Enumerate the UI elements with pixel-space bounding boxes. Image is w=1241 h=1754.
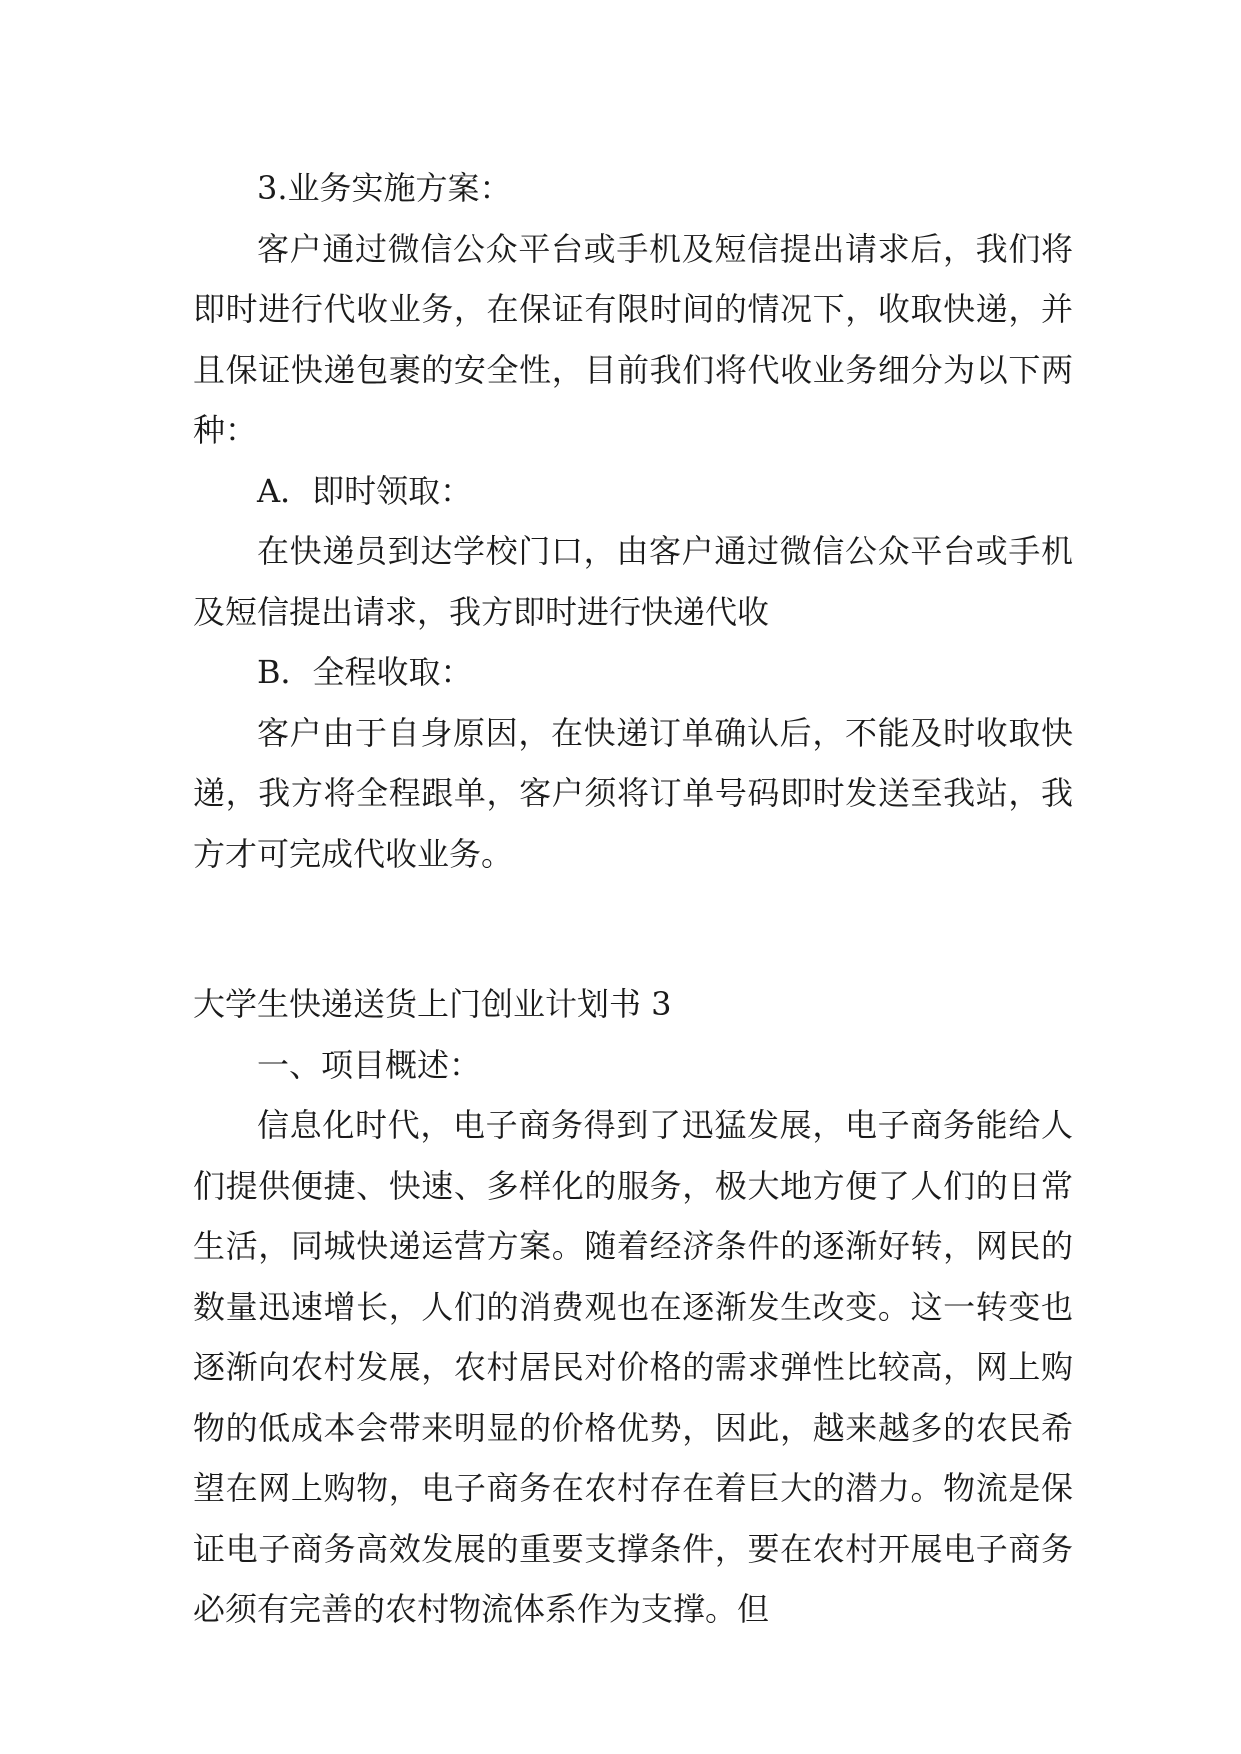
option-b-title: B．全程收取： — [257, 653, 473, 691]
paragraph-option-b: 客户由于自身原因，在快递订单确认后，不能及时收取快递，我方将全程跟单，客户须将订单号码即时发送至我站，我方才可完成代收业务。 — [193, 713, 1073, 873]
document-body — [193, 158, 1073, 1640]
paragraph-project-overview: 信息化时代，电子商务得到了迅猛发展，电子商务能给人们提供便捷、快速、多样化的服务，极大地方便了人们的日常生活，同城快递运营方案。随着经济条件的逐渐好转，网民的数量迅速增长，人们的消费观也在逐渐发生改变。这一转变也逐渐向农村发展，农村居民对价格的需求弹性比较高，网上购物的低成本会带来明显的价格优势，因此，越来越多的农民希望在网上购物，电子商务在农村存在着巨大的潜力。物流是保证电子商务高效发展的重要支撑条件，要在农村开展电子商务必须有完善的农村物流体系作为支撑。但 — [193, 1106, 1073, 1628]
document-title-plan-3: 大学生快递送货上门创业计划书 3 — [193, 985, 672, 1023]
paragraph-option-a: 在快递员到达学校门口，由客户通过微信公众平台或手机及短信提出请求，我方即时进行快递代收 — [193, 532, 1073, 631]
section-gap — [193, 884, 1073, 974]
section-heading-implementation-plan: 3.业务实施方案： — [257, 169, 512, 207]
paragraph-service-intro: 客户通过微信公众平台或手机及短信提出请求后，我们将即时进行代收业务，在保证有限时间的情况下，收取快递，并且保证快递包裹的安全性，目前我们将代收业务细分为以下两种： — [193, 229, 1073, 449]
option-a-title: A．即时领取： — [257, 471, 473, 510]
section-heading-project-overview: 一、项目概述： — [257, 1045, 482, 1084]
